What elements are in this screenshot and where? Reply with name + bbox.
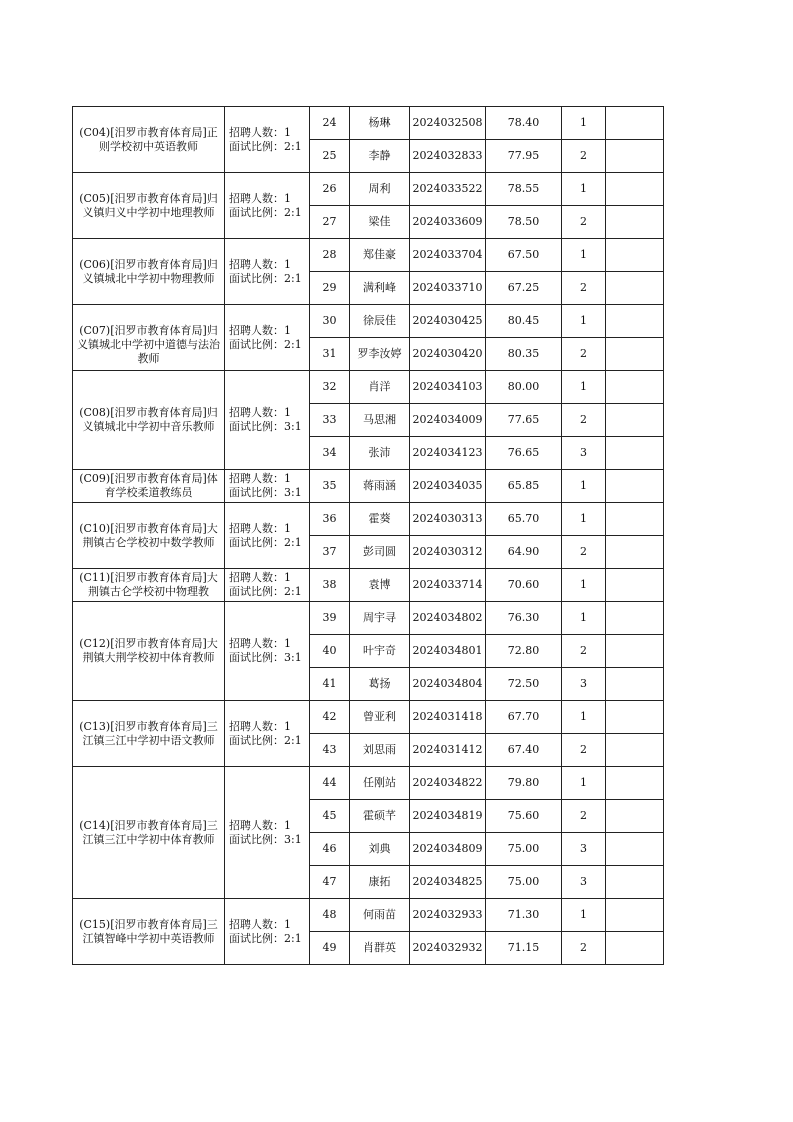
note-cell [606, 239, 664, 272]
rank-cell: 2 [562, 932, 606, 965]
rank-cell: 2 [562, 536, 606, 569]
ticket-number-cell: 2024033522 [410, 173, 486, 206]
table-row [73, 767, 664, 800]
rank-cell: 2 [562, 140, 606, 173]
seq-cell: 47 [310, 866, 350, 899]
position-cell [73, 503, 225, 569]
rank-cell: 2 [562, 635, 606, 668]
rank-cell: 1 [562, 470, 606, 503]
note-cell [606, 470, 664, 503]
name-cell: 李静 [350, 140, 410, 173]
requirement-cell [225, 767, 310, 899]
requirement-cell [225, 503, 310, 569]
note-cell [606, 800, 664, 833]
seq-cell: 26 [310, 173, 350, 206]
seq-cell: 30 [310, 305, 350, 338]
score-cell: 79.80 [486, 767, 562, 800]
ticket-number-cell: 2024034103 [410, 371, 486, 404]
score-cell: 70.60 [486, 569, 562, 602]
interview-ratio: 面试比例：2:1 [229, 271, 302, 285]
hire-count: 招聘人数：1 [229, 637, 291, 650]
table-row [73, 470, 664, 503]
position-name: (C05)[汨罗市教育体育局]归义镇归义中学初中地理教师 [79, 191, 218, 219]
requirement-cell [225, 239, 310, 305]
name-cell: 罗李汝婷 [350, 338, 410, 371]
name-cell: 曾亚利 [350, 701, 410, 734]
rank-cell: 2 [562, 734, 606, 767]
note-cell [606, 668, 664, 701]
note-cell [606, 569, 664, 602]
score-cell: 80.00 [486, 371, 562, 404]
score-cell: 71.15 [486, 932, 562, 965]
rank-cell: 1 [562, 899, 606, 932]
note-cell [606, 107, 664, 140]
score-cell: 65.85 [486, 470, 562, 503]
seq-cell: 48 [310, 899, 350, 932]
table-row [73, 305, 664, 338]
seq-cell: 33 [310, 404, 350, 437]
position-name: (C04)[汨罗市教育体育局]正则学校初中英语教师 [79, 125, 218, 153]
ticket-number-cell: 2024034802 [410, 602, 486, 635]
note-cell [606, 767, 664, 800]
hire-count: 招聘人数：1 [229, 472, 291, 485]
note-cell [606, 371, 664, 404]
note-cell [606, 338, 664, 371]
ticket-number-cell: 2024033609 [410, 206, 486, 239]
name-cell: 梁佳 [350, 206, 410, 239]
name-cell: 马思湘 [350, 404, 410, 437]
score-cell: 72.50 [486, 668, 562, 701]
rank-cell: 2 [562, 800, 606, 833]
name-cell: 徐辰佳 [350, 305, 410, 338]
note-cell [606, 404, 664, 437]
interview-ratio: 面试比例：2:1 [229, 205, 302, 219]
note-cell [606, 833, 664, 866]
position-name: (C13)[汨罗市教育体育局]三江镇三江中学初中语文教师 [79, 719, 218, 747]
position-cell [73, 701, 225, 767]
table-row [73, 173, 664, 206]
rank-cell: 3 [562, 833, 606, 866]
requirement-cell [225, 371, 310, 470]
seq-cell: 28 [310, 239, 350, 272]
rank-cell: 3 [562, 866, 606, 899]
note-cell [606, 140, 664, 173]
seq-cell: 41 [310, 668, 350, 701]
ticket-number-cell: 2024030312 [410, 536, 486, 569]
table-row [73, 503, 664, 536]
rank-cell: 1 [562, 371, 606, 404]
ticket-number-cell: 2024033710 [410, 272, 486, 305]
name-cell: 葛扬 [350, 668, 410, 701]
score-cell: 76.30 [486, 602, 562, 635]
ticket-number-cell: 2024032932 [410, 932, 486, 965]
ticket-number-cell: 2024031418 [410, 701, 486, 734]
score-cell: 78.55 [486, 173, 562, 206]
seq-cell: 25 [310, 140, 350, 173]
note-cell [606, 635, 664, 668]
position-cell [73, 305, 225, 371]
note-cell [606, 272, 664, 305]
seq-cell: 40 [310, 635, 350, 668]
name-cell: 蒋雨涵 [350, 470, 410, 503]
results-table [72, 106, 664, 965]
table-row [73, 239, 664, 272]
seq-cell: 49 [310, 932, 350, 965]
position-name: (C12)[汨罗市教育体育局]大荆镇大荆学校初中体育教师 [79, 637, 218, 664]
requirement-cell [225, 701, 310, 767]
interview-ratio: 面试比例：3:1 [229, 832, 302, 846]
interview-ratio: 面试比例：2:1 [229, 535, 302, 549]
note-cell [606, 536, 664, 569]
name-cell: 周宇寻 [350, 602, 410, 635]
position-name: (C11)[汨罗市教育体育局]大荆镇古仑学校初中物理教 [79, 571, 218, 598]
position-cell [73, 239, 225, 305]
position-name: (C06)[汨罗市教育体育局]归义镇城北中学初中物理教师 [79, 257, 218, 285]
table-row [73, 371, 664, 404]
interview-ratio: 面试比例：3:1 [229, 420, 302, 433]
rank-cell: 1 [562, 602, 606, 635]
note-cell [606, 173, 664, 206]
ticket-number-cell: 2024034822 [410, 767, 486, 800]
rank-cell: 1 [562, 173, 606, 206]
score-cell: 65.70 [486, 503, 562, 536]
ticket-number-cell: 2024034804 [410, 668, 486, 701]
score-cell: 72.80 [486, 635, 562, 668]
seq-cell: 29 [310, 272, 350, 305]
hire-count: 招聘人数：1 [229, 323, 291, 337]
table-row [73, 602, 664, 635]
score-cell: 75.60 [486, 800, 562, 833]
table-body [73, 107, 664, 965]
hire-count: 招聘人数：1 [229, 257, 291, 271]
position-name: (C09)[汨罗市教育体育局]体育学校柔道教练员 [79, 472, 218, 499]
score-cell: 80.45 [486, 305, 562, 338]
ticket-number-cell: 2024030313 [410, 503, 486, 536]
note-cell [606, 701, 664, 734]
ticket-number-cell: 2024032933 [410, 899, 486, 932]
name-cell: 任刚站 [350, 767, 410, 800]
hire-count: 招聘人数：1 [229, 406, 291, 419]
hire-count: 招聘人数：1 [229, 521, 291, 535]
hire-count: 招聘人数：1 [229, 125, 291, 139]
rank-cell: 1 [562, 107, 606, 140]
name-cell: 袁博 [350, 569, 410, 602]
hire-count: 招聘人数：1 [229, 917, 291, 931]
position-cell [73, 569, 225, 602]
rank-cell: 1 [562, 239, 606, 272]
seq-cell: 24 [310, 107, 350, 140]
requirement-cell [225, 602, 310, 701]
score-cell: 75.00 [486, 833, 562, 866]
name-cell: 叶宇奇 [350, 635, 410, 668]
note-cell [606, 602, 664, 635]
ticket-number-cell: 2024031412 [410, 734, 486, 767]
rank-cell: 2 [562, 404, 606, 437]
score-cell: 76.65 [486, 437, 562, 470]
position-cell [73, 107, 225, 173]
note-cell [606, 305, 664, 338]
table-row [73, 107, 664, 140]
requirement-cell [225, 470, 310, 503]
rank-cell: 2 [562, 338, 606, 371]
requirement-cell [225, 173, 310, 239]
interview-ratio: 面试比例：2:1 [229, 931, 302, 945]
score-cell: 67.70 [486, 701, 562, 734]
name-cell: 满利峰 [350, 272, 410, 305]
score-cell: 67.50 [486, 239, 562, 272]
score-cell: 77.95 [486, 140, 562, 173]
name-cell: 周利 [350, 173, 410, 206]
name-cell: 康拓 [350, 866, 410, 899]
seq-cell: 31 [310, 338, 350, 371]
seq-cell: 46 [310, 833, 350, 866]
rank-cell: 1 [562, 767, 606, 800]
name-cell: 张沛 [350, 437, 410, 470]
table-row [73, 701, 664, 734]
table-row [73, 899, 664, 932]
score-cell: 67.25 [486, 272, 562, 305]
position-name: (C08)[汨罗市教育体育局]归义镇城北中学初中音乐教师 [79, 406, 218, 433]
seq-cell: 37 [310, 536, 350, 569]
seq-cell: 36 [310, 503, 350, 536]
ticket-number-cell: 2024034123 [410, 437, 486, 470]
hire-count: 招聘人数：1 [229, 571, 291, 584]
note-cell [606, 932, 664, 965]
score-cell: 80.35 [486, 338, 562, 371]
requirement-cell [225, 107, 310, 173]
note-cell [606, 437, 664, 470]
note-cell [606, 899, 664, 932]
seq-cell: 32 [310, 371, 350, 404]
ticket-number-cell: 2024034809 [410, 833, 486, 866]
score-cell: 78.40 [486, 107, 562, 140]
rank-cell: 1 [562, 569, 606, 602]
score-cell: 77.65 [486, 404, 562, 437]
position-cell [73, 602, 225, 701]
requirement-cell [225, 569, 310, 602]
ticket-number-cell: 2024034825 [410, 866, 486, 899]
seq-cell: 43 [310, 734, 350, 767]
interview-ratio: 面试比例：2:1 [229, 139, 302, 153]
name-cell: 彭司圆 [350, 536, 410, 569]
position-cell [73, 173, 225, 239]
score-cell: 71.30 [486, 899, 562, 932]
interview-ratio: 面试比例：2:1 [229, 733, 302, 747]
seq-cell: 42 [310, 701, 350, 734]
note-cell [606, 206, 664, 239]
seq-cell: 38 [310, 569, 350, 602]
requirement-cell [225, 899, 310, 965]
seq-cell: 45 [310, 800, 350, 833]
score-cell: 78.50 [486, 206, 562, 239]
name-cell: 何雨苗 [350, 899, 410, 932]
position-cell [73, 767, 225, 899]
name-cell: 霍葵 [350, 503, 410, 536]
name-cell: 杨琳 [350, 107, 410, 140]
ticket-number-cell: 2024034009 [410, 404, 486, 437]
note-cell [606, 866, 664, 899]
position-cell [73, 899, 225, 965]
score-cell: 75.00 [486, 866, 562, 899]
interview-ratio: 面试比例：3:1 [229, 486, 302, 499]
name-cell: 刘思雨 [350, 734, 410, 767]
note-cell [606, 503, 664, 536]
name-cell: 霍硕芊 [350, 800, 410, 833]
ticket-number-cell: 2024034819 [410, 800, 486, 833]
name-cell: 肖洋 [350, 371, 410, 404]
ticket-number-cell: 2024030425 [410, 305, 486, 338]
rank-cell: 3 [562, 668, 606, 701]
rank-cell: 1 [562, 305, 606, 338]
name-cell: 肖群英 [350, 932, 410, 965]
ticket-number-cell: 2024033704 [410, 239, 486, 272]
hire-count: 招聘人数：1 [229, 191, 291, 205]
position-name: (C10)[汨罗市教育体育局]大荆镇古仑学校初中数学教师 [79, 521, 218, 549]
hire-count: 招聘人数：1 [229, 719, 291, 733]
interview-ratio: 面试比例：3:1 [229, 651, 302, 664]
ticket-number-cell: 2024034801 [410, 635, 486, 668]
ticket-number-cell: 2024034035 [410, 470, 486, 503]
seq-cell: 44 [310, 767, 350, 800]
ticket-number-cell: 2024033714 [410, 569, 486, 602]
position-name: (C07)[汨罗市教育体育局]归义镇城北中学初中道德与法治教师 [77, 323, 220, 365]
score-cell: 67.40 [486, 734, 562, 767]
requirement-cell [225, 305, 310, 371]
position-cell [73, 371, 225, 470]
ticket-number-cell: 2024032508 [410, 107, 486, 140]
position-cell [73, 470, 225, 503]
note-cell [606, 734, 664, 767]
hire-count: 招聘人数：1 [229, 818, 291, 832]
seq-cell: 34 [310, 437, 350, 470]
name-cell: 郑佳豪 [350, 239, 410, 272]
seq-cell: 27 [310, 206, 350, 239]
ticket-number-cell: 2024032833 [410, 140, 486, 173]
position-name: (C14)[汨罗市教育体育局]三江镇三江中学初中体育教师 [79, 818, 218, 846]
interview-ratio: 面试比例：2:1 [229, 337, 302, 351]
rank-cell: 2 [562, 206, 606, 239]
rank-cell: 1 [562, 503, 606, 536]
seq-cell: 35 [310, 470, 350, 503]
position-name: (C15)[汨罗市教育体育局]三江镇智峰中学初中英语教师 [79, 917, 218, 945]
rank-cell: 1 [562, 701, 606, 734]
rank-cell: 2 [562, 272, 606, 305]
table-row [73, 569, 664, 602]
name-cell: 刘典 [350, 833, 410, 866]
ticket-number-cell: 2024030420 [410, 338, 486, 371]
seq-cell: 39 [310, 602, 350, 635]
interview-ratio: 面试比例：2:1 [229, 585, 302, 598]
rank-cell: 3 [562, 437, 606, 470]
score-cell: 64.90 [486, 536, 562, 569]
